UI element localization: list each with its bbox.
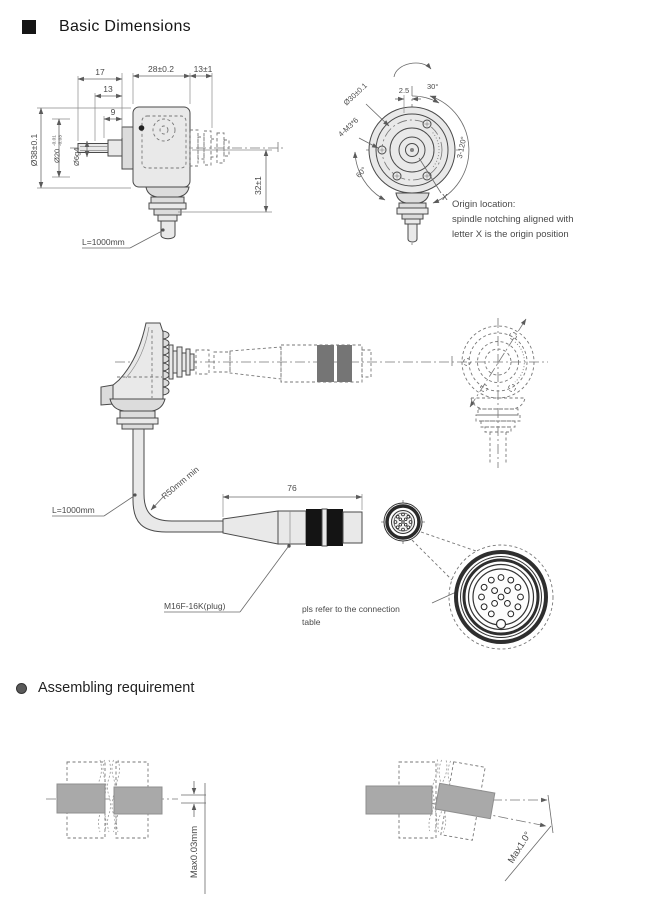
dim-76: 76 [287,483,297,493]
dim-2-5: 2.5 [398,86,410,95]
dim-screws: 4-M3*6 [336,115,361,139]
dim-32: 32±1 [253,176,263,195]
parallel-misalignment-diagram [46,760,206,894]
cable-length-label: L=1000mm [82,237,125,247]
plug-band-1 [317,345,334,382]
index-dot [139,125,145,131]
dim-20-tol-upper: -0.01 [52,135,58,146]
cable-connector [223,509,362,546]
dim-30deg: 30° [427,82,439,91]
dim-6g4: Ø6g4 [72,147,81,166]
connector-band-2 [327,509,343,546]
dim-d30: Ø30±0.1 [341,81,369,108]
page-title: Basic Dimensions [59,18,191,35]
dim-60deg: 60° [354,165,369,180]
angular-offset-label: Max1.0° [505,829,534,866]
connector-face-small [381,500,425,544]
dim-17: 17 [95,67,105,77]
connector-band-1 [306,509,322,546]
mating-plug-phantom [214,345,371,382]
dim-28: 28±0.2 [148,64,174,74]
rotation-arrow [394,63,431,77]
dim-3-120: 3-120° [454,135,469,160]
front-view-drawing [336,63,573,246]
shaft-boss [108,140,122,156]
dim-13: 13 [103,84,113,94]
side-view-drawing [29,64,284,248]
cable-assembly-drawing [52,318,553,649]
rear-phantom-view [462,318,534,468]
shaft-left [57,784,105,813]
origin-note-1: Origin location: [452,199,516,210]
connector-face-magnified [449,545,553,649]
bend-radius-label: R50mm min [159,464,201,502]
bent-cable [110,399,223,532]
flange [122,127,133,169]
dim-38: Ø38±0.1 [29,133,39,167]
dim-20: Ø20 [52,148,62,163]
origin-x-marker: X [442,192,448,202]
assembling-title: Assembling requirement [38,680,195,696]
origin-note-3: letter X is the origin position [452,229,569,240]
cable-gland [146,187,189,239]
plug-band-2 [337,345,352,382]
plug-label: M16F-16K(plug) [164,601,226,611]
angular-misalignment-diagram [366,759,553,881]
shaft-right [114,787,162,814]
connection-note-2: table [302,617,321,627]
keying-notch [497,620,506,629]
dim-13-1: 13±1 [193,64,213,74]
cable-length-label-2: L=1000mm [52,505,95,515]
dim-20-tol-lower: -0.03 [58,135,64,146]
connection-note-1: pls refer to the connection [302,604,400,614]
front-view-gland [396,193,429,242]
serrated-flange [163,331,169,395]
shaft [78,144,108,153]
parallel-offset-label: Max0.03mm [189,825,200,879]
origin-note-2: spindle notching aligned with [452,214,574,225]
dim-9: 9 [110,107,116,117]
shaft-left [366,786,432,814]
connector-stub [169,345,209,379]
